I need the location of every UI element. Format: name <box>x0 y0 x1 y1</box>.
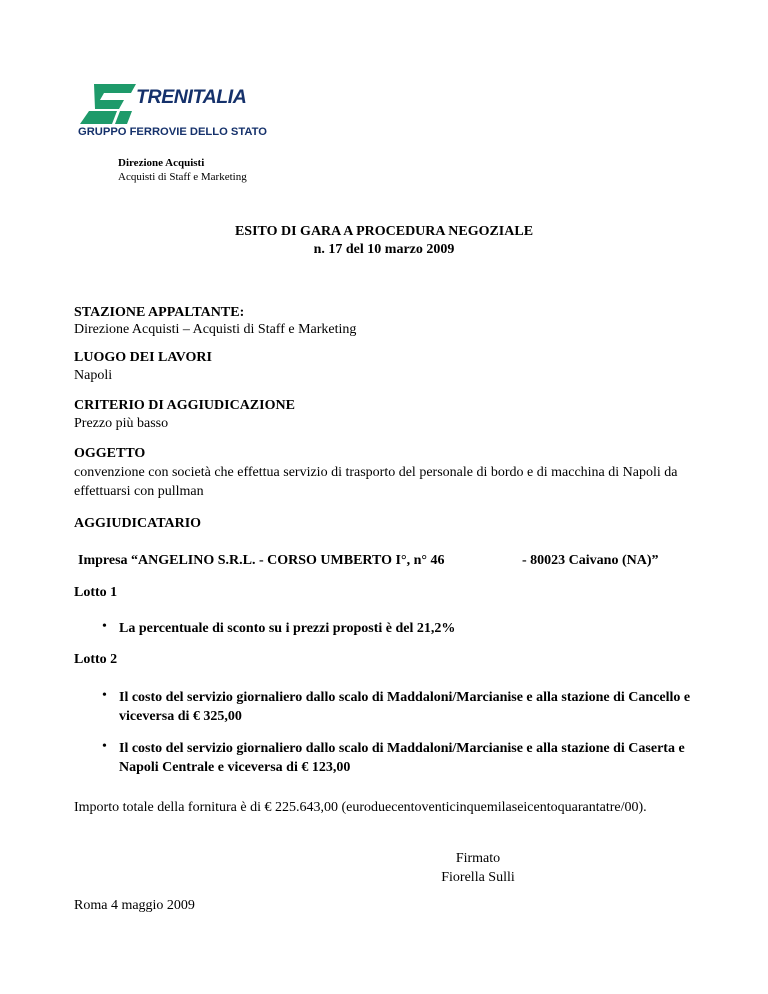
document-subtitle: n. 17 del 10 marzo 2009 <box>313 242 455 257</box>
impresa-localita: - 80023 Caivano (NA)” <box>522 553 659 568</box>
lotto1-item-text: La percentuale di sconto su i prezzi proposti è del 21,2% <box>119 621 456 636</box>
luogo-heading: LUOGO DEI LAVORI <box>74 350 212 365</box>
department <box>118 156 247 184</box>
department-line1: Direzione Acquisti <box>118 157 205 169</box>
lotto1-label: Lotto 1 <box>74 585 118 600</box>
place-date: Roma 4 maggio 2009 <box>74 898 195 913</box>
impresa-text: Impresa “ANGELINO S.R.L. - CORSO UMBERTO I°, n° 46 <box>78 553 445 568</box>
bullet: • <box>102 739 107 754</box>
lotto2-item1-text: Il costo del servizio giornaliero dallo scalo di Maddaloni/Marcianise e alla stazione di Cancello e viceversa di € 325,00 <box>119 690 691 724</box>
document-title: ESITO DI GARA A PROCEDURA NEGOZIALE <box>234 224 534 239</box>
signature-name: Fiorella Sulli <box>441 870 515 885</box>
bullet: • <box>102 619 107 634</box>
trenitalia-logo <box>78 82 278 146</box>
luogo-text: Napoli <box>74 368 113 383</box>
bullet: • <box>102 688 107 703</box>
oggetto-heading: OGGETTO <box>74 446 146 461</box>
brand-name: TRENITALIA <box>136 86 247 108</box>
signature <box>420 849 536 887</box>
stazione-text: Direzione Acquisti – Acquisti di Staff e Marketing <box>74 322 357 337</box>
signature-label: Firmato <box>455 851 501 866</box>
brand-group: GRUPPO FERROVIE DELLO STATO <box>78 126 267 138</box>
department-line2: Acquisti di Staff e Marketing <box>118 171 247 183</box>
lotto2-item2-text: Il costo del servizio giornaliero dallo scalo di Maddaloni/Marcianise e alla stazione di Caserta e Napoli Centrale e viceversa di € 123,00 <box>119 741 685 775</box>
criterio-heading: CRITERIO DI AGGIUDICAZIONE <box>74 398 295 413</box>
importo-text: Importo totale della fornitura è di € 225.643,00 (euroduecentoventicinquemilaseicentoquarantatre/00). <box>74 800 647 815</box>
stazione-heading: STAZIONE APPALTANTE: <box>74 305 245 320</box>
lotto2-label: Lotto 2 <box>74 652 118 667</box>
oggetto-text: convenzione con società che effettua servizio di trasporto del personale di bordo e di macchina di Napoli da effettuarsi con pullman <box>74 465 678 499</box>
fs-logo-icon <box>80 84 136 124</box>
aggiudicatario-heading: AGGIUDICATARIO <box>74 516 202 531</box>
criterio-text: Prezzo più basso <box>74 416 169 431</box>
